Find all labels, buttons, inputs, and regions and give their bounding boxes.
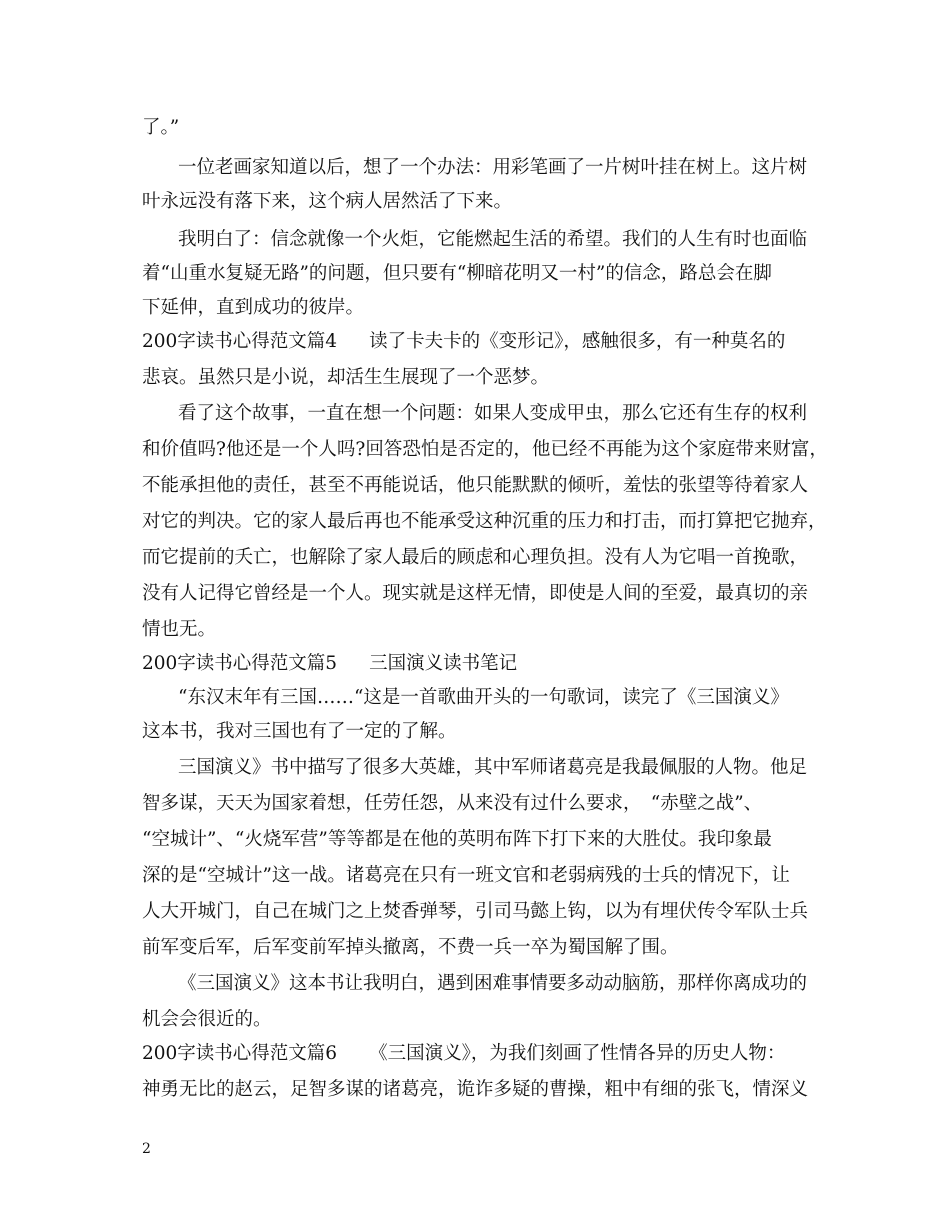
section-heading-4: 200字读书心得范文篇4 — [142, 331, 338, 352]
text-line: 而它提前的夭亡，也解除了家人最后的顾虑和心理负担。没有人为它唱一首挽歌， — [142, 547, 809, 568]
paragraph-start-line: 看了这个故事，一直在想一个问题：如果人变成甲虫，那么它还有生存的权利 — [178, 403, 808, 424]
text-line: 这本书，我对三国也有了一定的了解。 — [142, 721, 457, 742]
paragraph-start-line: 一位老画家知道以后，想了一个办法：用彩笔画了一片树叶挂在树上。这片树 — [178, 157, 808, 178]
page-number: 2 — [142, 1141, 151, 1157]
text-line: 机会会很近的。 — [142, 1009, 272, 1030]
text-line: 不能承担他的责任，甚至不再能说话，他只能默默的倾听，羞怯的张望等待着家人 — [142, 475, 809, 496]
section-heading-6: 200字读书心得范文篇6 — [142, 1043, 338, 1064]
section-subtitle: 三国演义读书笔记 — [369, 653, 518, 674]
text-line: 情也无。 — [142, 619, 217, 640]
section-heading-line — [142, 330, 785, 354]
section-intro-text: 读了卡夫卡的《变形记》，感触很多，有一种莫名的 — [369, 331, 786, 352]
paragraph-start-line: “东汉末年有三国……“这是一首歌曲开头的一句歌词，读完了《三国演义》 — [178, 687, 789, 708]
paragraph-start-line: 《三国演义》这本书让我明白，遇到困难事情要多动动脑筋，那样你离成功的 — [178, 973, 808, 994]
text-line: 叶永远没有落下来，这个病人居然活了下来。 — [142, 191, 513, 212]
text-line: 对它的判决。它的家人最后再也不能承受这种沉重的压力和打击，而打算把它抛弃， — [142, 511, 827, 532]
section-heading-line — [142, 1042, 785, 1066]
text-line: 了。” — [142, 117, 180, 138]
text-line: 没有人记得它曾经是一个人。现实就是这样无情，即使是人间的至爱，最真切的亲 — [142, 583, 809, 604]
paragraph-start-line: 三国演义》书中描写了很多大英雄，其中军师诸葛亮是我最佩服的人物。他足 — [178, 757, 808, 778]
section-intro-text: 《三国演义》，为我们刻画了性情各异的历史人物： — [369, 1043, 786, 1064]
text-line: “空城计”、“火烧军营”等等都是在他的英明布阵下打下来的大胜仗。我印象最 — [142, 829, 772, 850]
paragraph-start-line: 我明白了：信念就像一个火炬，它能燃起生活的希望。我们的人生有时也面临 — [178, 229, 808, 250]
text-line: 神勇无比的赵云，足智多谋的诸葛亮，诡诈多疑的曹操，粗中有细的张飞，情深义 — [142, 1079, 809, 1100]
text-line: 悲哀。虽然只是小说，却活生生展现了一个恶梦。 — [142, 367, 550, 388]
text-line: 智多谋，天天为国家着想，任劳任怨，从来没有过什么要求， “赤壁之战”、 — [142, 793, 763, 814]
text-line: 着“山重水复疑无路”的问题，但只要有“柳暗花明又一村”的信念，路总会在脚 — [142, 263, 772, 284]
text-line: 人大开城门，自己在城门之上焚香弹琴，引司马懿上钩，以为有埋伏传令军队士兵 — [142, 901, 809, 922]
section-heading-line — [142, 652, 517, 676]
text-line: 下延伸，直到成功的彼岸。 — [142, 297, 365, 318]
text-line: 和价值吗?他还是一个人吗?回答恐怕是否定的，他已经不再能为这个家庭带来财富， — [142, 439, 828, 460]
section-heading-5: 200字读书心得范文篇5 — [142, 653, 338, 674]
text-line: 前军变后军，后军变前军掉头撤离，不费一兵一卒为蜀国解了围。 — [142, 937, 679, 958]
text-line: 深的是“空城计”这一战。诸葛亮在只有一班文官和老弱病残的士兵的情况下，让 — [142, 865, 790, 886]
